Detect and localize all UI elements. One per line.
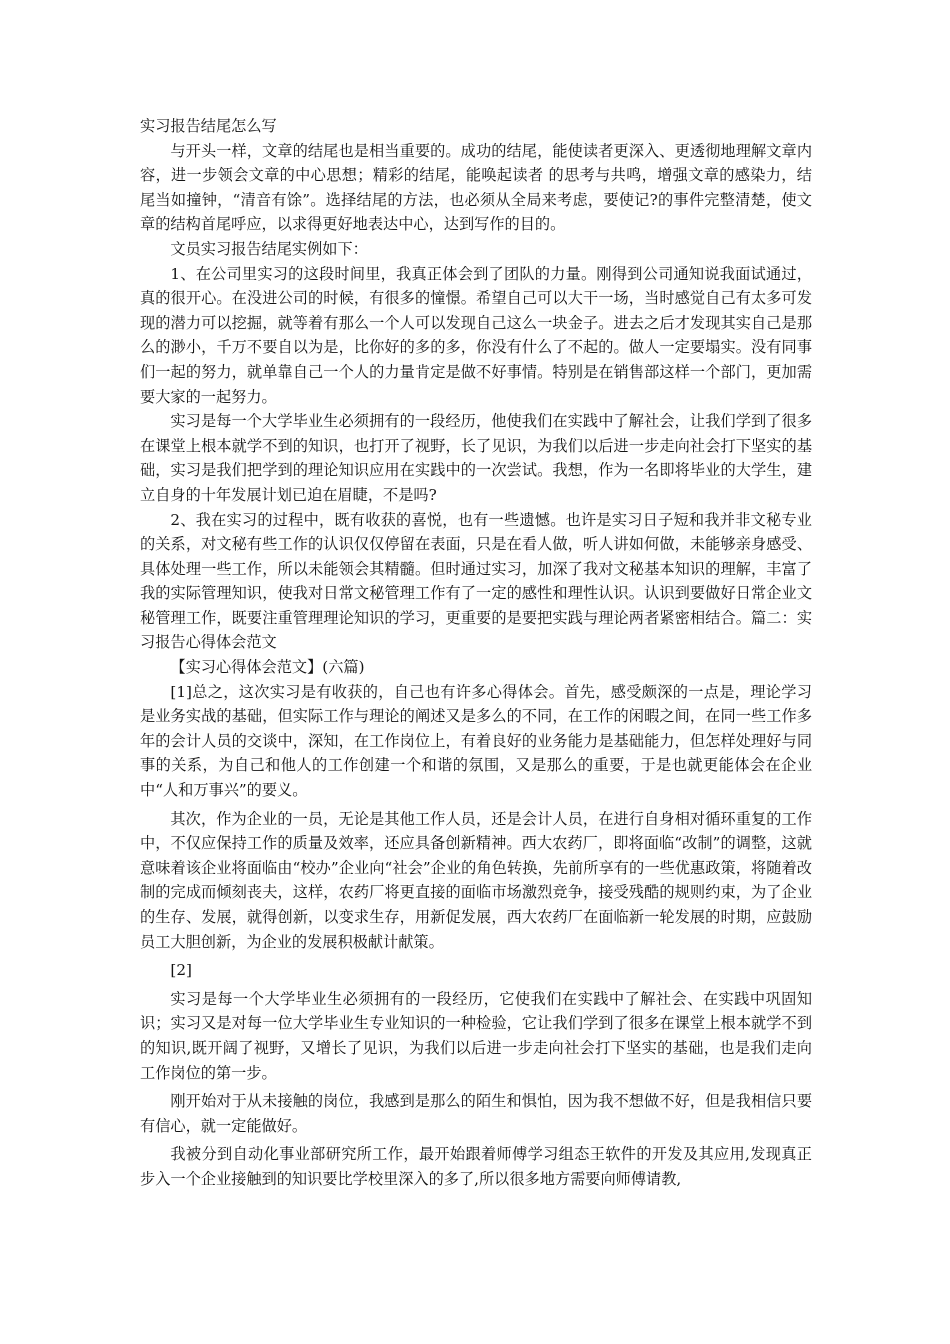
paragraph-internship-experience: 实习是每一个大学毕业生必须拥有的一段经历，他使我们在实践中了解社会，让我们学到了很多在课堂上根本就学不到的知识，也打开了视野，长了见识，为我们以后进一步走向社会打下坚实的基础，实习是我们把学到的理论知识应用在实践中的一次尝试。我想，作为一名即将毕业的大学生，建立自身的十年发展计划已迫在眉睫，不是吗?: [140, 412, 812, 504]
paragraph-example-2: 2、我在实习的过程中，既有收获的喜悦，也有一些遗憾。也许是实习日子短和我并非文秘专业的关系，对文秘有些工作的认识仅仅停留在表面，只是在看人做，听人讲如何做，未能够亲身感受、具体处理一些工作，所以未能领会其精髓。但时通过实习，加深了我对文秘基本知识的理解，丰富了我的实际管理知识，使我对日常文秘管理工作有了一定的感性和理性认识。认识到要做好日常企业文秘管理工作，既要注重管理理论知识的学习，更重要的是要把实践与理论两者紧密相结合。篇二：实习报告心得体会范文: [140, 510, 812, 652]
paragraph-examples-heading: 文员实习报告结尾实例如下：: [170, 239, 368, 258]
paragraph-essay-2-cont: 刚开始对于从未接触的岗位，我感到是那么的陌生和惧怕，因为我不想做不好，但是我相信只要有信心，就一定能做好。: [140, 1092, 812, 1135]
document-title: 实习报告结尾怎么写: [140, 117, 277, 135]
section-heading: 【实习心得体会范文】(六篇): [170, 658, 365, 677]
essay-2-marker: [2]: [170, 961, 192, 980]
paragraph-example-1: 1、在公司里实习的这段时间里，我真正体会到了团队的力量。刚得到公司通知说我面试通过，真的很开心。在没进公司的时候，有很多的憧憬。希望自己可以大干一场，当时感觉自己有太多可发现的潜力可以挖掘，就等着有那么一个人可以发现自己这么一块金子。进去之后才发现其实自己是那么的渺小，千万不要自以为是，比你好的多的多，你没有什么了不起的。做人一定要塌实。没有同事们一起的努力，就单靠自己一个人的力量肯定是做不好事情。特别是在销售部这样一个部门，更加需要大家的一起努力。: [140, 264, 812, 406]
paragraph-intro: 与开头一样，文章的结尾也是相当重要的。成功的结尾，能使读者更深入、更透彻地理解文章内容，进一步领会文章的中心思想；精彩的结尾，能唤起读者 的思考与共鸣，增强文章的感染力，结尾当如撞钟，“清音有馀”。选择结尾的方法，也必须从全局来考虑，要使记?的事件完整清楚，使文章的结构首尾呼应，以求得更好地表达中心，达到写作的目的。: [140, 141, 812, 234]
document-body: [140, 114, 812, 1192]
paragraph-essay-1: [1]总之，这次实习是有收获的，自己也有许多心得体会。首先，感受颇深的一点是，理论学习是业务实战的基础，但实际工作与理论的阐述又是多么的不同，在工作的闲暇之间，在同一些工作多年的会计人员的交谈中，深知，在工作岗位上，有着良好的业务能力是基础能力，但怎样处理好与同事的关系，为自己和他人的工作创建一个和谐的氛围，又是那么的重要，于是也就更能体会在企业中“人和万事兴”的要义。: [140, 682, 812, 800]
paragraph-essay-2: 实习是每一个大学毕业生必须拥有的一段经历，它使我们在实践中了解社会、在实践中巩固知识；实习又是对每一位大学毕业生专业知识的一种检验，它让我们学到了很多在课堂上根本就学不到的知识,既开阔了视野，又增长了见识，为我们以后进一步走向社会打下坚实的基础，也是我们走向工作岗位的第一步。: [140, 989, 812, 1082]
paragraph-essay-1-cont: 其次，作为企业的一员，无论是其他工作人员，还是会计人员，在进行自身相对循环重复的工作中，不仅应保持工作的质量及效率，还应具备创新精神。西大农药厂，即将面临“改制”的调整，这就意味着该企业将面临由“校办”企业向“社会”企业的角色转换，先前所享有的一些优惠政策，将随着改制的完成而倾刻丧夫，这样，农药厂将更直接的面临市场激烈竞争，接受残酷的规则约束，为了企业的生存、发展，就得创新，以变求生存，用新促发展，西大农药厂在面临新一轮发展的时期，应鼓励员工大胆创新，为企业的发展积极献计献策。: [140, 809, 812, 951]
paragraph-essay-2-work: 我被分到自动化事业部研究所工作，最开始跟着师傅学习组态王软件的开发及其应用,发现真正步入一个企业接触到的知识要比学校里深入的多了,所以很多地方需要向师傅请教,: [140, 1145, 812, 1188]
